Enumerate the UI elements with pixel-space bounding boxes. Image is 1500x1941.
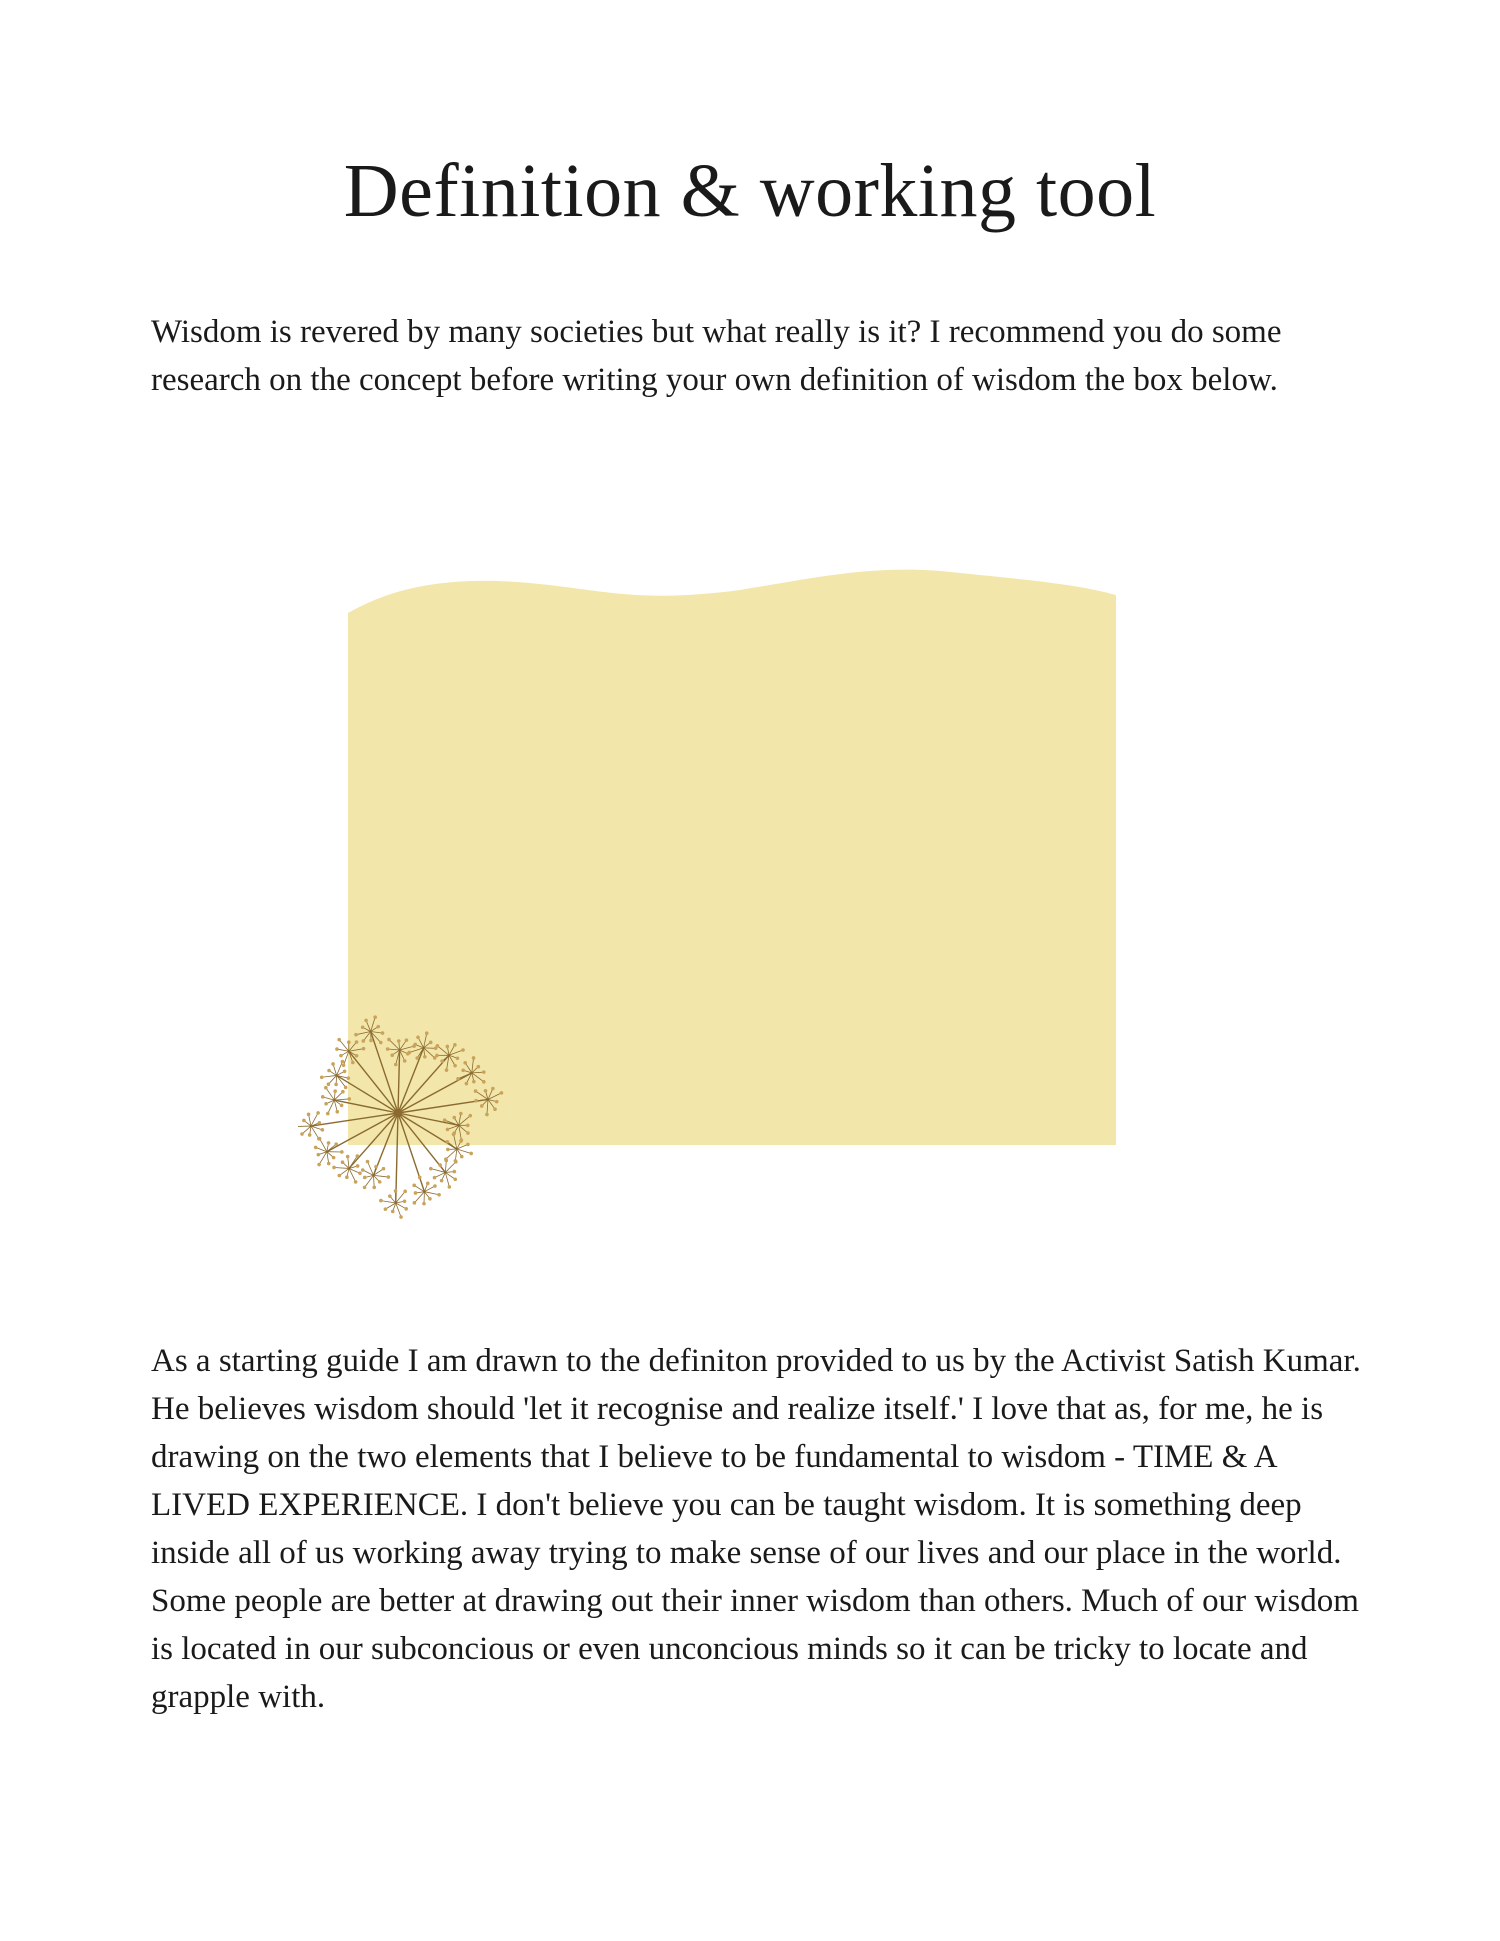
dried-flower-icon	[298, 995, 528, 1245]
flower-umbel	[298, 1015, 503, 1218]
body-paragraph: As a starting guide I am drawn to the definiton provided to us by the Activist Satish Kumar. He believes wisdom should 'let it recognise and realize itself.' I love that as, for me, he is drawing on the two elements that I believe to be fundamental to wisdom - TIME & A LIVED EXPERIENCE. I don't believe you can be taught wisdom. It is something deep inside all of us working away trying to make sense of our lives and our place in the world. Some people are better at drawing out their inner wisdom than others. Much of our wisdom is located in our subconcious or even unconcious minds so it can be tricky to locate and grapple with.	[151, 1343, 1361, 1715]
intro-paragraph: Wisdom is revered by many societies but what really is it? I recommend you do some research on the concept before writing your own definition of wisdom the box below.	[151, 314, 1282, 398]
page-title: Definition & working tool	[343, 149, 1157, 233]
